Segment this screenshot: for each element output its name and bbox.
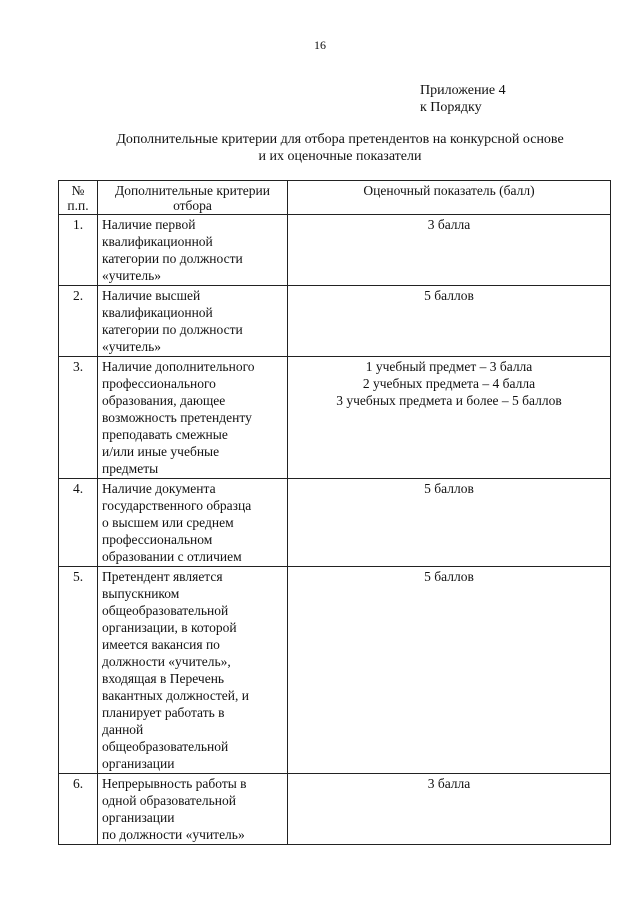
row-number: 3. [59, 357, 98, 479]
criterion-cell [98, 215, 288, 286]
score-cell [288, 479, 611, 567]
criteria-table [58, 180, 611, 845]
table-row [59, 215, 611, 286]
criterion-cell [98, 774, 288, 845]
criterion-line: «учитель» [102, 339, 162, 354]
criterion-line: государственного образца [102, 498, 252, 513]
criterion-line: данной [102, 722, 144, 737]
criterion-line: организации [102, 810, 175, 825]
criterion-line: «учитель» [102, 268, 162, 283]
row-number: 4. [59, 479, 98, 567]
criterion-line: общеобразовательной [102, 603, 229, 618]
criterion-line: Претендент является [102, 569, 223, 584]
score-cell [288, 215, 611, 286]
criterion-line: Наличие дополнительного [102, 359, 255, 374]
score-line: 5 баллов [424, 288, 474, 303]
criterion-line: общеобразовательной [102, 739, 229, 754]
table-row [59, 567, 611, 774]
criterion-line: выпускником [102, 586, 180, 601]
score-cell [288, 286, 611, 357]
table-row [59, 479, 611, 567]
header-number [59, 181, 98, 215]
criterion-line: о высшем или среднем [102, 515, 234, 530]
header-number-abbr: п.п. [67, 198, 89, 213]
title-line-2: и их оценочные показатели [258, 149, 422, 164]
score-line: 5 баллов [424, 481, 474, 496]
table-header-row [59, 181, 611, 215]
appendix-target: к Порядку [420, 100, 482, 115]
criterion-line: квалификационной [102, 305, 213, 320]
criterion-line: вакантных должностей, и [102, 688, 249, 703]
score-line: 3 балла [427, 776, 471, 791]
criterion-line: одной образовательной [102, 793, 236, 808]
header-criterion: Дополнительные критерии отбора [98, 181, 288, 215]
criterion-line: образования, дающее [102, 393, 226, 408]
criterion-line: образовании с отличием [102, 549, 242, 564]
score-line: 2 учебных предмета – 4 балла [362, 376, 536, 391]
header-number-symbol: № [71, 183, 85, 198]
criterion-line: профессионального [102, 376, 216, 391]
criterion-cell [98, 357, 288, 479]
criterion-line: организации, в которой [102, 620, 237, 635]
header-score: Оценочный показатель (балл) [288, 181, 611, 215]
page-number: 16 [314, 38, 326, 52]
row-number: 2. [59, 286, 98, 357]
appendix-number: Приложение 4 [420, 83, 506, 98]
criterion-cell [98, 479, 288, 567]
score-cell [288, 567, 611, 774]
row-number: 1. [59, 215, 98, 286]
criterion-line: должности «учитель», [102, 654, 231, 669]
table-row [59, 774, 611, 845]
table-row [59, 286, 611, 357]
criterion-line: категории по должности [102, 251, 243, 266]
criterion-line: категории по должности [102, 322, 243, 337]
criterion-line: Наличие высшей [102, 288, 201, 303]
criterion-line: Наличие документа [102, 481, 216, 496]
score-cell [288, 357, 611, 479]
criterion-line: профессиональном [102, 532, 213, 547]
table-row [59, 357, 611, 479]
criterion-line: Непрерывность работы в [102, 776, 247, 791]
criterion-cell [98, 286, 288, 357]
criteria-table-body [59, 215, 611, 845]
row-number: 5. [59, 567, 98, 774]
score-line: 3 балла [427, 217, 471, 232]
score-line: 5 баллов [424, 569, 474, 584]
criterion-line: по должности «учитель» [102, 827, 245, 842]
title-line-1: Дополнительные критерии для отбора претендентов на конкурсной основе [116, 132, 564, 147]
score-cell [288, 774, 611, 845]
score-line: 3 учебных предмета и более – 5 баллов [336, 393, 562, 408]
criterion-line: возможность претенденту [102, 410, 252, 425]
criterion-line: предметы [102, 461, 159, 476]
criterion-line: преподавать смежные [102, 427, 228, 442]
criterion-line: имеется вакансия по [102, 637, 220, 652]
criterion-line: планирует работать в [102, 705, 225, 720]
criterion-line: Наличие первой [102, 217, 196, 232]
criterion-line: входящая в Перечень [102, 671, 225, 686]
criterion-line: квалификационной [102, 234, 213, 249]
criterion-line: организации [102, 756, 175, 771]
row-number: 6. [59, 774, 98, 845]
criterion-cell [98, 567, 288, 774]
criterion-line: и/или иные учебные [102, 444, 220, 459]
score-line: 1 учебный предмет – 3 балла [365, 359, 533, 374]
appendix-reference [420, 82, 506, 116]
document-title [60, 131, 620, 165]
